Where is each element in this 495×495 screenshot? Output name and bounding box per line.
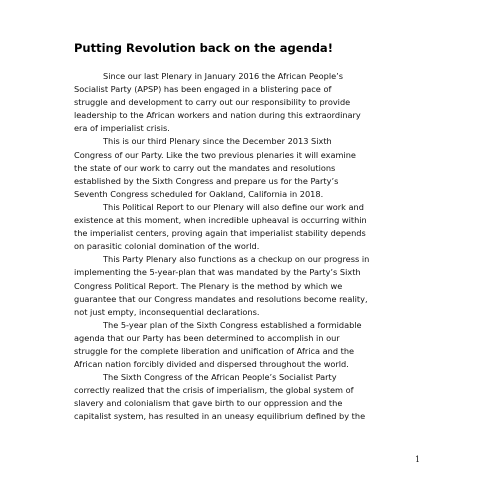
text-line: guarantee that our Congress mandates and resolutions become reality,: [74, 293, 368, 304]
text-line: existence at this moment, when incredible upheaval is occurring within: [74, 215, 367, 226]
page-number: 1: [415, 455, 421, 464]
document-body: [74, 70, 426, 424]
text-line: the imperialist centers, proving again that imperialist stability depends: [74, 228, 366, 239]
text-line: The Sixth Congress of the African People’s Socialist Party: [103, 372, 337, 383]
text-line: correctly realized that the crisis of imperialism, the global system of: [74, 385, 354, 396]
text-line: This is our third Plenary since the December 2013 Sixth: [103, 136, 332, 147]
text-line: struggle and development to carry out our responsibility to provide: [74, 97, 351, 108]
text-line: not just empty, inconsequential declarations.: [74, 306, 260, 317]
text-line: African nation forcibly divided and dispersed throughout the world.: [74, 359, 349, 370]
text-line: era of imperialist crisis.: [74, 123, 170, 134]
text-line: Seventh Congress scheduled for Oakland, California in 2018.: [74, 188, 324, 199]
paragraph: [74, 70, 426, 135]
text-line: capitalist system, has resulted in an uneasy equilibrium defined by the: [74, 411, 366, 422]
text-line: This Political Report to our Plenary will also define our work and: [103, 201, 364, 212]
text-line: implementing the 5-year-plan that was mandated by the Party’s Sixth: [74, 267, 361, 278]
text-line: Since our last Plenary in January 2016 the African People’s: [103, 71, 344, 81]
text-line: struggle for the complete liberation and unification of Africa and the: [74, 345, 355, 356]
document-heading: Putting Revolution back on the agenda!: [74, 41, 333, 55]
text-line: established by the Sixth Congress and prepare us for the Party’s: [74, 175, 339, 186]
paragraph: [74, 253, 426, 318]
paragraph: [74, 371, 426, 423]
paragraph: [74, 319, 426, 371]
text-line: The 5-year plan of the Sixth Congress established a formidable: [103, 319, 362, 330]
text-line: Congress Political Report. The Plenary is the method by which we: [74, 280, 343, 291]
text-line: Congress of our Party. Like the two previous plenaries it will examine: [74, 149, 356, 160]
paragraph: [74, 135, 426, 200]
text-line: slavery and colonialism that gave birth to our oppression and the: [74, 398, 343, 409]
text-line: agenda that our Party has been determined to accomplish in our: [74, 332, 340, 343]
text-line: This Party Plenary also functions as a checkup on our progress in: [103, 254, 370, 265]
text-line: on parasitic colonial domination of the world.: [74, 241, 260, 252]
text-line: leadership to the African workers and nation during this extraordinary: [74, 110, 361, 121]
paragraph: [74, 201, 426, 253]
text-line: the state of our work to carry out the mandates and resolutions: [74, 162, 336, 173]
text-line: Socialist Party (APSP) has been engaged in a blistering pace of: [74, 84, 332, 95]
